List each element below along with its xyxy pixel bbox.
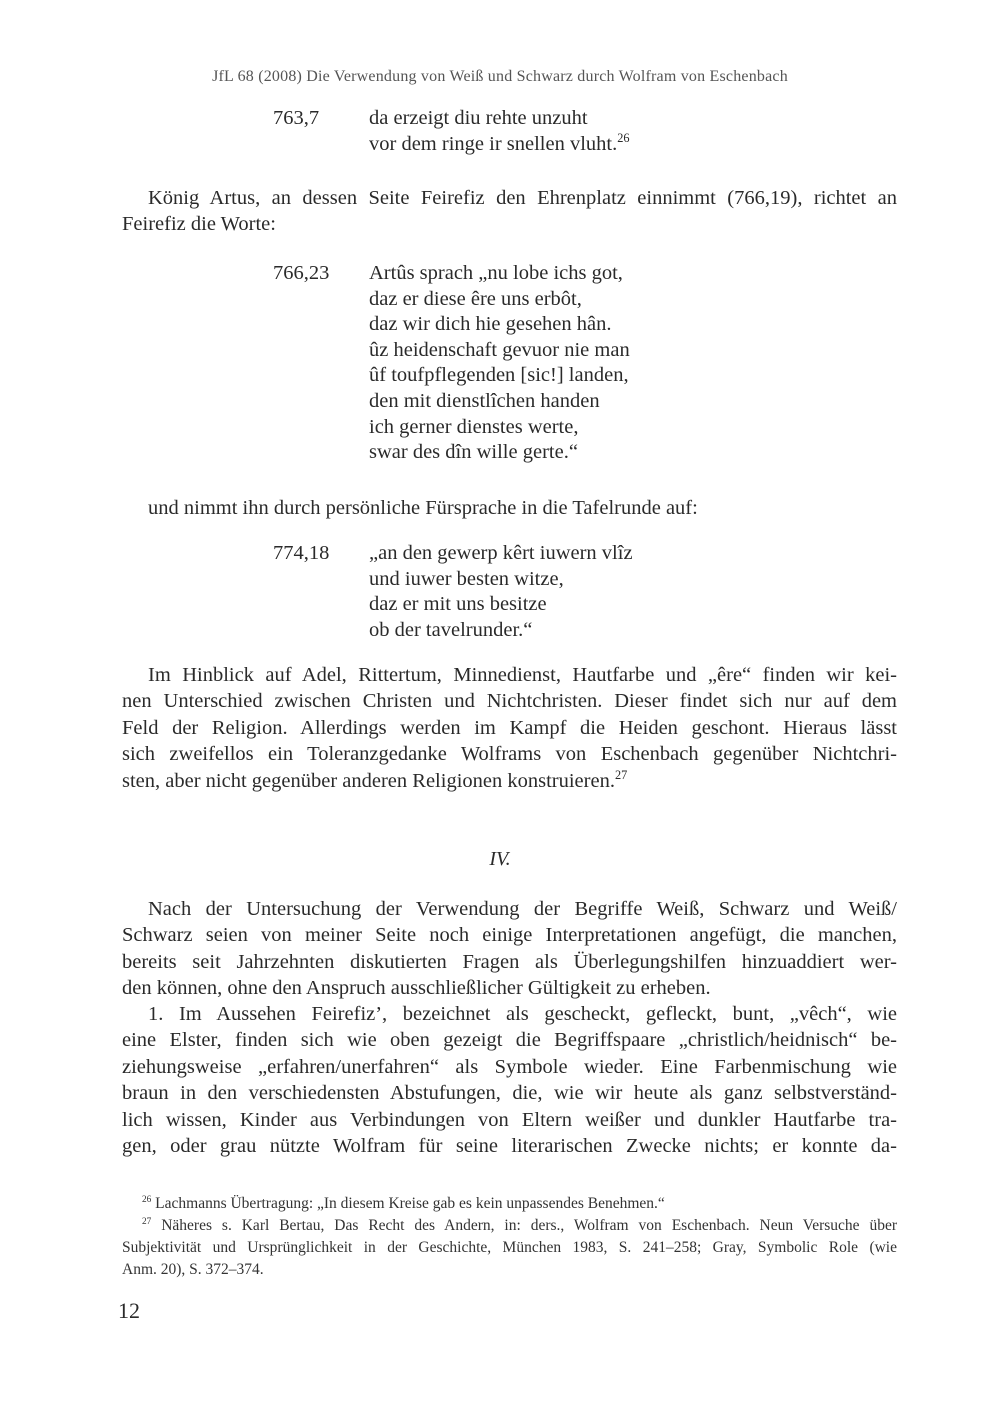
paragraph-line: eine Elster, finden sich wie oben gezeigt die Begriffspaare „christlich/heidnisch“ be- bbox=[122, 1029, 897, 1052]
verse-line: daz er mit uns besitze bbox=[369, 593, 547, 616]
footnote-line: Anm. 20), S. 372–374. bbox=[122, 1261, 264, 1278]
paragraph bbox=[122, 896, 897, 1002]
paragraph-line: Im Hinblick auf Adel, Rittertum, Minnedienst, Hautfarbe und „êre“ finden wir kei- bbox=[148, 664, 897, 686]
paragraph bbox=[122, 662, 897, 794]
footnote-number: 26 bbox=[142, 1194, 152, 1205]
paragraph bbox=[122, 495, 897, 521]
paragraph-line: Feld der Religion. Allerdings werden im Kampf die Heiden geschont. Hieraus lässt bbox=[122, 716, 897, 739]
verse-line: „an den gewerp kêrt iuwern vlîz bbox=[369, 542, 633, 564]
paragraph-line: braun in den verschiedensten Abstufungen, die, wie wir heute als ganz selbstverständ- bbox=[122, 1082, 897, 1105]
verse-line: ûz heidenschaft gevuor nie man bbox=[369, 338, 630, 361]
verse-line: swar des dîn wille gerte.“ bbox=[369, 441, 578, 464]
paragraph-line: bereits seit Jahrzehnten diskutierten Fragen als Überlegungshilfen hinzuaddiert wer- bbox=[122, 950, 897, 973]
paragraph-line: den können, ohne den Anspruch ausschließlicher Gültigkeit zu erheben. bbox=[122, 977, 711, 1000]
paragraph-line: ziehungsweise „erfahren/unerfahren“ als Symbole wieder. Eine Farbenmischung wie bbox=[122, 1055, 897, 1078]
paragraph-line: Feirefiz die Worte: bbox=[122, 213, 276, 236]
footnote-26: $^{26}$ Lachmanns Übertragung: „In diesem Kreise gab es kein unpassendes Benehmen.“ bbox=[142, 1194, 665, 1212]
footnote-line: Subjektivität und Ursprünglichkeit in der Geschichte, München 1983, S. 241–258; Gray, Symbolic Role (wie bbox=[122, 1239, 897, 1256]
verse-line: und iuwer besten witze, bbox=[369, 567, 564, 590]
verse-line: da erzeigt diu rehte unzuht bbox=[369, 107, 588, 129]
verse-line: den mit dienstlîchen handen bbox=[369, 389, 600, 412]
paragraph-line: 1. Im Aussehen Feirefiz’, bezeichnet als gescheckt, gefleckt, bunt, „vêch“, wie bbox=[148, 1003, 897, 1025]
verse-reference: 774,18 bbox=[273, 542, 330, 564]
paragraph-line: sich zweifellos ein Toleranzgedanke Wolframs von Eschenbach gegenüber Nichtchri- bbox=[122, 743, 897, 766]
footnotes bbox=[122, 1193, 897, 1281]
paragraph bbox=[122, 185, 897, 238]
paragraph-line: und nimmt ihn durch persönliche Fürsprache in die Tafelrunde auf: bbox=[148, 497, 698, 519]
footnote-marker: 26 bbox=[617, 130, 630, 145]
verse-line: ob der tavelrunder.“ bbox=[369, 618, 533, 641]
verse-line: daz er diese êre uns erbôt, bbox=[369, 287, 582, 310]
paragraph bbox=[122, 1001, 897, 1159]
paragraph-line: Nach der Untersuchung der Verwendung der Begriffe Weiß, Schwarz und Weiß/ bbox=[148, 898, 897, 920]
paragraph-line: nen Unterschied zwischen Christen und Nichtchristen. Dieser findet sich nur auf dem bbox=[122, 690, 897, 713]
paragraph-line: Schwarz seien von meiner Seite noch einige Interpretationen angefügt, die manchen, bbox=[122, 924, 897, 947]
paragraph-line: sten, aber nicht gegenüber anderen Religionen konstruieren.$^{27}$ bbox=[122, 767, 628, 792]
footnote-27: $^{27}$ Näheres s. Karl Bertau, Das Recht des Andern, in: ders., Wolfram von Eschenbach. Neun Versuche über bbox=[142, 1216, 897, 1234]
verse-line: ûf toufpflegenden [sic!] landen, bbox=[369, 364, 629, 387]
verse-line: ich gerner dienstes werte, bbox=[369, 415, 579, 438]
verse-line: vor dem ringe ir snellen vluht.$^{26}$ bbox=[369, 130, 630, 155]
verse-line: daz wir dich hie gesehen hân. bbox=[369, 313, 612, 336]
verse-reference: 766,23 bbox=[273, 262, 330, 284]
page-number: 12 bbox=[118, 1298, 140, 1323]
verse-line: Artûs sprach „nu lobe ichs got, bbox=[369, 262, 623, 284]
footnote-number: 27 bbox=[142, 1216, 152, 1227]
paragraph-line: gen, oder grau nützte Wolfram für seine literarischen Zwecke nichts; er konnte da- bbox=[122, 1135, 897, 1158]
verse-reference: 763,7 bbox=[273, 107, 320, 129]
paragraph-line: König Artus, an dessen Seite Feirefiz den Ehrenplatz einnimmt (766,19), richtet an bbox=[148, 187, 897, 209]
footnote-marker: 27 bbox=[614, 767, 628, 782]
section-heading: IV. bbox=[489, 848, 511, 870]
running-head: JfL 68 (2008) Die Verwendung von Weiß und Schwarz durch Wolfram von Eschenbach bbox=[212, 68, 788, 85]
paragraph-line: lich wissen, Kinder aus Verbindungen von Eltern weißer und dunkler Hautfarbe tra- bbox=[122, 1108, 897, 1131]
